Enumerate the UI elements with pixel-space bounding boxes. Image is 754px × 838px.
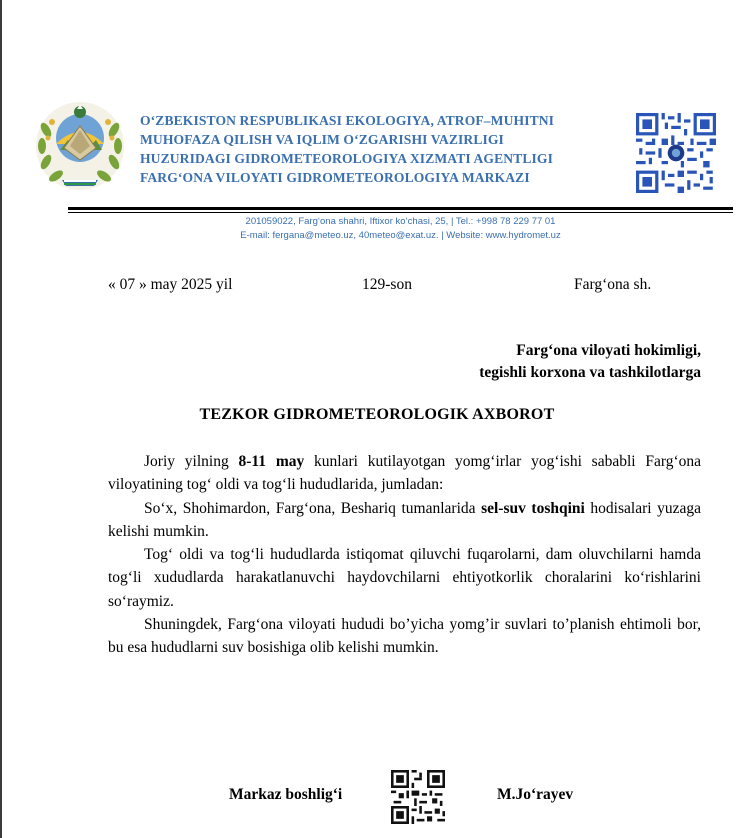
state-emblem-icon <box>34 100 126 192</box>
header-rule-thin <box>68 212 733 213</box>
paragraph: Shuningdek, Farg‘ona viloyati hududi bo’yicha yomg’ir suvlari to’planish ehtimoli bor, bu esa hududlarni suv bosishiga olib kelishi mumkin. <box>108 616 701 657</box>
paragraph <box>108 450 701 497</box>
bold-run: sel-suv toshqini <box>481 499 585 517</box>
addressee-line: Farg‘ona viloyati hokimligi, <box>516 342 701 359</box>
text-run: hodisalari yuzaga kelishi mumkin. <box>108 499 702 540</box>
document-number: 129-son <box>362 276 412 293</box>
document-date: « 07 » may 2025 yil <box>108 276 233 293</box>
document-title: TEZKOR GIDROMETEOROLOGIK AXBOROT <box>199 406 555 423</box>
text-run: kunlari kutilayotgan yomg‘irlar yog‘ishi sababli Farg‘ona viloyatining tog‘ oldi va tog‘li hududlarida, jumladan: <box>108 453 702 494</box>
document-body <box>108 450 701 660</box>
signature-title: Markaz boshlig‘i <box>229 786 343 803</box>
header-rule-thick <box>68 207 733 210</box>
text-run: Joriy yilning <box>144 453 239 470</box>
org-line: MUHOFAZA QILISH VA IQLIM O‘ZGARISHI VAZIRLIGI <box>140 132 504 147</box>
bold-run: 8-11 may <box>238 453 305 470</box>
qr-code-icon <box>636 113 716 193</box>
paragraph: Tog‘ oldi va tog‘li hududlarda istiqomat qiluvchi fuqarolarni, dam oluvchilarni hamda tog‘li xududlarda harakatlanuvchi haydovchilarni ehtiyotkorlik choralarini ko‘rishlarini so‘raymiz. <box>108 546 701 610</box>
paragraph <box>108 497 701 544</box>
addressee-line: tegishli korxona va tashkilotlarga <box>479 364 701 381</box>
org-line: O‘ZBEKISTON RESPUBLIKASI EKOLOGIYA, ATROF–MUHITNI <box>140 113 555 128</box>
signature-qr-icon <box>391 770 445 824</box>
signatory-name: M.Jo‘rayev <box>497 786 574 803</box>
org-line: HUZURIDAGI GIDROMETEOROLOGIYA XIZMATI AGENTLIGI <box>140 151 553 166</box>
document-city: Farg‘ona sh. <box>574 276 652 293</box>
text-run: So‘x, Shohimardon, Farg‘ona, Beshariq tumanlarida <box>144 499 482 517</box>
org-line: FARG‘ONA VILOYATI GIDROMETEOROLOGIYA MARKAZI <box>140 170 530 185</box>
organization-header <box>140 111 620 187</box>
contact-email-web: E-mail: fergana@meteo.uz, 40meteo@exat.uz. | Website: www.hydromet.uz <box>240 230 561 241</box>
contact-address: 201059022, Farg‘ona shahri, Iftixor ko‘chasi, 25, | Tel.: +998 78 229 77 01 <box>245 216 556 227</box>
